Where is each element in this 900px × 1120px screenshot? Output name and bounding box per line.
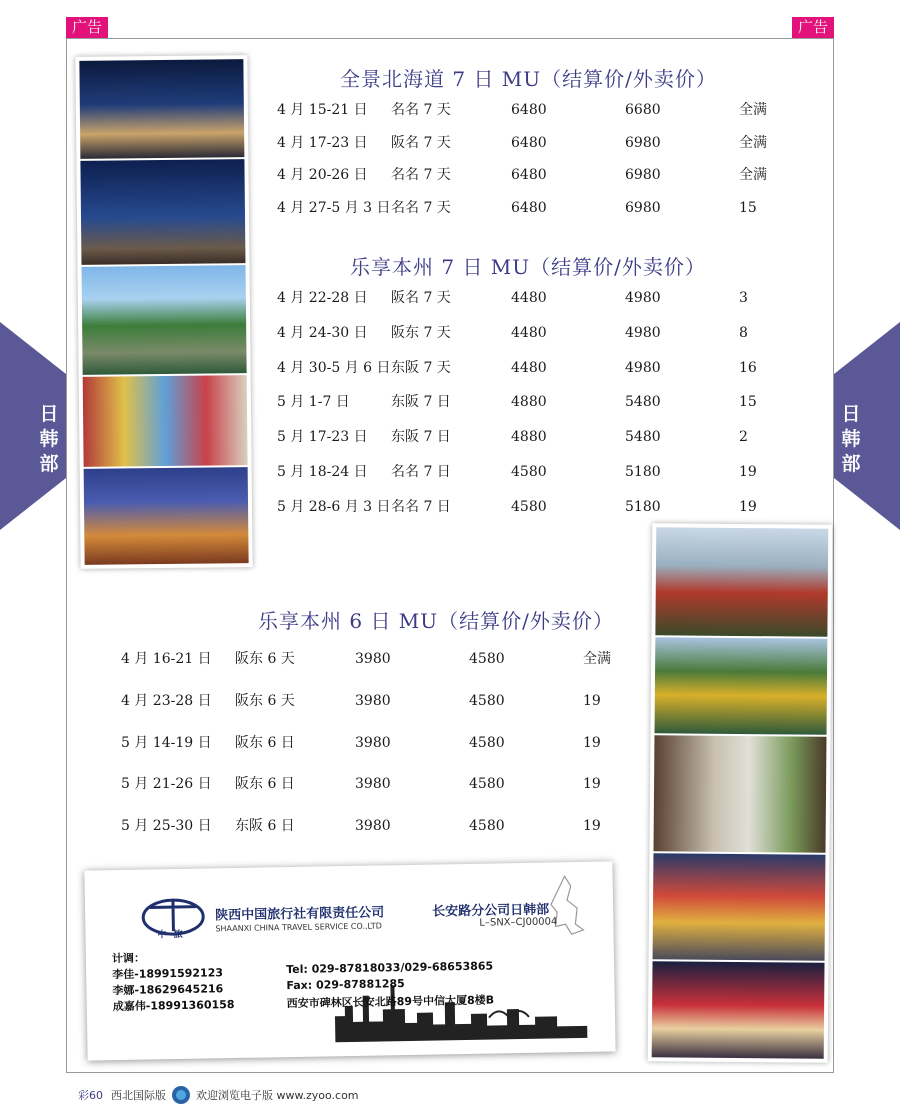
row-route: 阪东 6 天 (235, 651, 295, 667)
contact-card (84, 861, 615, 1060)
row-route: 名名 7 日 (391, 498, 451, 515)
row-retail-price: 5180 (625, 464, 661, 480)
row-settle-price: 4580 (511, 464, 547, 480)
side-tab-left-label: 日 韩 部 (39, 403, 59, 475)
photo-night-street (80, 159, 245, 265)
row-dates: 4 月 15-21 日 (277, 102, 368, 118)
row-retail-price: 4980 (625, 359, 661, 376)
table-row (277, 198, 837, 218)
card-logo-text: 中 旅 (157, 929, 185, 941)
row-seats: 19 (583, 818, 601, 835)
card-company-cn: 陕西中国旅行社有限责任公司 (215, 905, 385, 924)
card-contact-2: 李娜-18629645216 (112, 982, 224, 998)
table-row (277, 497, 837, 517)
photo-castle-bridge (82, 265, 247, 375)
row-settle-price: 4480 (511, 324, 547, 341)
row-seats: 19 (583, 776, 601, 793)
row-dates: 5 月 25-30 日 (121, 818, 212, 835)
row-retail-price: 5480 (625, 394, 661, 411)
row-retail-price: 6980 (625, 167, 661, 183)
photo-otaru-canal (79, 59, 244, 159)
row-seats: 19 (583, 734, 601, 751)
row-route: 东阪 7 日 (391, 394, 451, 411)
row-route: 阪东 6 日 (235, 734, 295, 751)
table-row (277, 358, 837, 378)
side-tab-right (834, 322, 900, 530)
row-route: 名名 7 天 (391, 102, 451, 118)
row-retail-price: 5480 (625, 429, 661, 446)
table-row (277, 165, 837, 185)
ad-badge-left: 广告 (66, 17, 108, 38)
table-row (121, 691, 681, 711)
row-settle-price: 4880 (511, 429, 547, 446)
row-route: 东阪 7 日 (391, 429, 451, 446)
photo-shinjuku-street (653, 853, 826, 960)
row-seats: 2 (739, 429, 748, 446)
row-seats: 全满 (583, 651, 611, 667)
table-row (121, 733, 681, 753)
side-tab-left (0, 322, 66, 530)
row-settle-price: 6480 (511, 134, 547, 151)
footer-logo-icon (172, 1086, 190, 1104)
side-tab-right-label: 日 韩 部 (841, 403, 861, 475)
row-seats: 全满 (739, 167, 767, 183)
card-contacts-label: 计调： (111, 951, 146, 966)
row-dates: 5 月 14-19 日 (121, 734, 212, 751)
photo-ginza-night (652, 961, 825, 1058)
table-row (277, 288, 837, 308)
ad-badge-right: 广告 (792, 17, 834, 38)
row-retail-price: 6980 (625, 134, 661, 151)
row-seats: 全满 (739, 134, 767, 151)
row-dates: 4 月 20-26 日 (277, 167, 368, 183)
row-route: 名名 7 天 (391, 167, 451, 183)
card-tel: Tel: 029-87818033/029-68653865 (286, 959, 494, 977)
section-title-honshu-6: 乐享本州 6 日 MU（结算价/外卖价） (258, 609, 614, 633)
card-company-en: SHAANXI CHINA TRAVEL SERVICE CO.,LTD (215, 921, 382, 934)
row-retail-price: 4980 (625, 324, 661, 341)
table-row (277, 427, 837, 447)
photo-akihabara (83, 375, 248, 467)
row-retail-price: 4580 (469, 818, 505, 835)
card-license: L–SNX–CJ00004 (479, 916, 558, 929)
card-contact-1: 李佳-18991592123 (112, 966, 224, 982)
table-row (121, 774, 681, 794)
card-fax: Fax: 029-87881285 (286, 977, 405, 993)
row-seats: 8 (739, 324, 748, 341)
row-settle-price: 6480 (511, 167, 547, 183)
table-row (121, 816, 681, 836)
page-footer (78, 1086, 359, 1104)
row-dates: 5 月 1-7 日 (277, 394, 350, 411)
row-retail-price: 5180 (625, 498, 661, 515)
row-seats: 3 (739, 290, 748, 306)
row-retail-price: 4580 (469, 651, 505, 667)
table-row (121, 649, 681, 669)
row-dates: 5 月 21-26 日 (121, 776, 212, 793)
row-dates: 5 月 18-24 日 (277, 464, 368, 480)
row-retail-price: 6680 (625, 102, 661, 118)
table-row (277, 100, 837, 120)
row-route: 东阪 6 日 (235, 818, 295, 835)
row-retail-price: 4580 (469, 734, 505, 751)
row-dates: 5 月 28-6 月 3 日 (277, 498, 391, 515)
row-route: 东阪 7 天 (391, 359, 451, 376)
card-branch: 长安路分公司日韩部 (432, 902, 550, 920)
row-dates: 4 月 22-28 日 (277, 290, 368, 306)
card-address: 西安市碑林区长安北路89号中信大厦8楼B (286, 993, 495, 1011)
row-dates: 4 月 17-23 日 (277, 134, 368, 151)
row-seats: 19 (583, 692, 601, 709)
row-route: 阪名 7 天 (391, 134, 451, 151)
footer-welcome-link[interactable]: 欢迎浏览电子版 www.zyoo.com (196, 1089, 359, 1102)
row-route: 阪东 6 日 (235, 776, 295, 793)
footer-edition: 西北国际版 (111, 1089, 166, 1102)
row-retail-price: 4580 (469, 692, 505, 709)
photo-ginza-wako (84, 467, 249, 565)
row-settle-price: 4480 (511, 359, 547, 376)
table-row (277, 133, 837, 153)
row-retail-price: 6980 (625, 199, 661, 216)
row-settle-price: 3980 (355, 776, 391, 793)
card-contact-3: 成嘉伟-18991360158 (112, 998, 235, 1014)
row-settle-price: 3980 (355, 818, 391, 835)
photo-shrine-torii (655, 527, 828, 636)
footer-page-number: 彩60 (78, 1089, 103, 1102)
section-title-honshu-7: 乐享本州 7 日 MU（结算价/外卖价） (350, 255, 706, 279)
row-seats: 全满 (739, 102, 767, 118)
photo-column-left (75, 55, 252, 569)
row-dates: 4 月 23-28 日 (121, 692, 212, 709)
row-dates: 4 月 30-5 月 6 日 (277, 359, 391, 376)
row-settle-price: 6480 (511, 102, 547, 118)
row-settle-price: 4880 (511, 394, 547, 411)
row-seats: 15 (739, 199, 757, 216)
row-seats: 15 (739, 394, 757, 411)
row-settle-price: 3980 (355, 651, 391, 667)
row-settle-price: 3980 (355, 734, 391, 751)
row-dates: 4 月 27-5 月 3 日 (277, 199, 391, 216)
row-seats: 19 (739, 464, 757, 480)
row-settle-price: 4480 (511, 290, 547, 306)
row-retail-price: 4980 (625, 290, 661, 306)
row-dates: 4 月 16-21 日 (121, 651, 212, 667)
row-seats: 16 (739, 359, 757, 376)
row-settle-price: 4580 (511, 498, 547, 515)
row-settle-price: 6480 (511, 199, 547, 216)
row-route: 名名 7 日 (391, 464, 451, 480)
row-dates: 5 月 17-23 日 (277, 429, 368, 446)
row-dates: 4 月 24-30 日 (277, 324, 368, 341)
row-route: 阪东 7 天 (391, 324, 451, 341)
table-row (277, 392, 837, 412)
row-route: 阪名 7 天 (391, 290, 451, 306)
table-row (277, 323, 837, 343)
row-settle-price: 3980 (355, 692, 391, 709)
section-title-hokkaido: 全景北海道 7 日 MU（结算价/外卖价） (340, 67, 717, 91)
row-retail-price: 4580 (469, 776, 505, 793)
row-seats: 19 (739, 498, 757, 515)
row-route: 名名 7 天 (391, 199, 451, 216)
row-route: 阪东 6 天 (235, 692, 295, 709)
table-row (277, 462, 837, 482)
